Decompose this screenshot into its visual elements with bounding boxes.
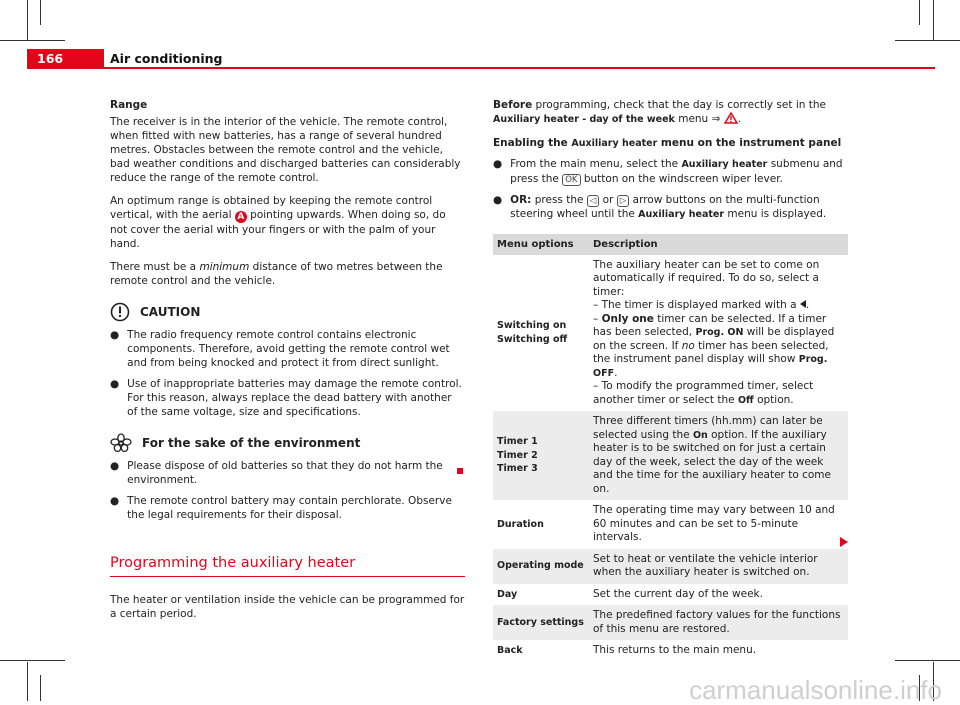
bullet-icon: ● [493, 158, 503, 170]
text: submenu and press the [510, 158, 843, 185]
section-title: Programming the auxiliary heater [110, 556, 465, 577]
timer-marker-icon [800, 300, 806, 308]
crop-mark [27, 662, 28, 701]
crop-mark [40, 675, 41, 701]
text: Prog. OFF [593, 354, 828, 379]
crop-mark [933, 0, 934, 40]
page-number: 166 [27, 49, 104, 68]
crop-mark [0, 40, 65, 41]
option-cell: Factory settings [493, 605, 589, 640]
text: menu on the instrument panel [657, 137, 842, 149]
text: The radio frequency remote control contains electronic components. Therefore, avoid getting the remote control wet and from being knocked and protect it from direct sunlight. [127, 329, 450, 369]
section-end-mark [457, 468, 463, 474]
text: Please dispose of old batteries so that they do not harm the environment. [127, 460, 443, 486]
emphasis: minimum [199, 261, 250, 273]
text: The auxiliary heater can be set to come on automatically if required. To do so, select a timer: [593, 258, 820, 298]
menu-options-table [493, 234, 848, 662]
option-cell: Operating mode [493, 549, 589, 584]
description-cell: The predefined factory values for the functions of this menu are restored. [589, 605, 848, 640]
caution-heading [110, 302, 465, 322]
text: Three different timers (hh.mm) can later be selected using the [593, 415, 823, 441]
description-cell: Set the current day of the week. [593, 587, 763, 600]
menu-name: Auxiliary heater [638, 209, 725, 220]
text: distance of two metres between the remote control and the vehicle. [110, 261, 443, 287]
text: – The timer is displayed marked with a [593, 299, 800, 311]
text: Auxiliary heater [571, 138, 658, 149]
bullet-icon: ● [110, 460, 120, 472]
text: Prog. ON [695, 327, 744, 338]
marker-a-icon: A [235, 211, 247, 223]
caution-item [110, 377, 465, 419]
text: Timer 1 [497, 436, 538, 448]
description-cell [589, 411, 848, 500]
text: option. If the auxiliary heater is to be switched on for just a certain day of the week, select the day of the week and the time for the auxiliary heater to come on. [593, 428, 831, 495]
text: Before [493, 99, 533, 111]
caution-item [110, 328, 465, 370]
crop-mark [919, 0, 920, 25]
range-paragraph-2 [110, 194, 465, 251]
column-header: Description [589, 234, 848, 255]
table-row [493, 640, 848, 662]
bullet-icon: ● [110, 329, 120, 341]
text: Off [737, 394, 754, 406]
text: pointing upwards. When doing so, do not cover the aerial with your fingers or with the palm of your hand. [110, 209, 446, 250]
option-cell [493, 411, 589, 500]
text: Timer 2 [497, 449, 538, 461]
text: will be displayed on the screen. If [593, 326, 835, 352]
option-cell: Back [497, 645, 523, 656]
text: arrow buttons on the multi-function steering wheel until the [510, 194, 820, 220]
text: Only one [601, 312, 654, 325]
text: Enabling the [493, 137, 572, 149]
environment-item [110, 494, 465, 522]
column-header: Menu options [493, 234, 589, 255]
crop-mark [895, 660, 960, 661]
crop-mark [40, 0, 41, 25]
ok-key-icon: OK [562, 174, 580, 186]
environment-heading [110, 433, 465, 453]
option-cell: Duration [497, 518, 544, 530]
right-column [493, 98, 848, 662]
table-header-row [493, 234, 848, 255]
text: An optimum range is obtained by keeping the remote control vertical, with the aerial [110, 195, 433, 221]
left-column [110, 98, 465, 630]
text: Switching off [497, 333, 568, 345]
description-cell: The operating time may vary between 10 and 60 minutes and can be set to 5-minute intervals. [593, 504, 835, 543]
bullet-icon: ● [493, 194, 503, 206]
description-cell: This returns to the main menu. [593, 644, 757, 656]
text: OR: [510, 194, 532, 206]
instruction-item [493, 157, 848, 186]
enabling-heading [493, 136, 848, 151]
instruction-item [493, 193, 848, 222]
environment-item [110, 459, 465, 487]
range-heading: Range [110, 99, 148, 111]
crop-mark [27, 0, 28, 40]
text: – [593, 312, 602, 325]
crop-mark [0, 660, 65, 661]
warning-triangle-icon [724, 112, 738, 124]
table-row [493, 500, 848, 549]
text: menu is displayed. [724, 208, 827, 220]
environment-flower-icon [110, 433, 132, 453]
menu-name: Auxiliary heater - day of the week [493, 114, 675, 125]
range-paragraph-1: The receiver is in the interior of the vehicle. The remote control, when fitted with new batteries, has a range of several hundred metres. Obstacles between the remote control and the vehicle, bad weather conditions and discharged batteries can considerably reduce the range of the remote control. [110, 116, 461, 184]
text: Timer 3 [497, 463, 538, 475]
text: . [614, 366, 618, 379]
text: On [692, 429, 708, 441]
caution-title: CAUTION [140, 305, 201, 319]
section-paragraph: The heater or ventilation inside the vehicle can be programmed for a certain period. [110, 594, 465, 620]
range-paragraph-3 [110, 260, 465, 288]
text: programming, check that the day is correctly set in the [532, 99, 826, 111]
left-arrow-key-icon: ◁ [587, 195, 600, 207]
page-title: Air conditioning [110, 51, 223, 66]
text: press the [531, 194, 587, 206]
text [510, 193, 848, 222]
menu-name: Auxiliary heater [681, 159, 768, 170]
text [510, 157, 848, 186]
text: option. [753, 393, 794, 406]
table-row [493, 411, 848, 500]
text: menu ⇒ [674, 113, 724, 125]
option-cell: Day [497, 588, 518, 600]
text: There must be a [110, 261, 200, 273]
crop-mark [895, 40, 960, 41]
description-cell: Set to heat or ventilate the vehicle interior when the auxiliary heater is switched on. [589, 549, 848, 584]
table-row [493, 584, 848, 606]
text: The remote control battery may contain perchlorate. Observe the legal requirements for their disposal. [127, 495, 452, 521]
header-rule [27, 67, 935, 69]
text: button on the windscreen wiper lever. [580, 173, 783, 185]
text: Switching on [497, 320, 567, 332]
text: or [599, 194, 617, 206]
caution-icon [110, 302, 130, 322]
text: From the main menu, select the [510, 158, 682, 170]
table-row [493, 549, 848, 584]
bullet-icon: ● [110, 378, 120, 390]
before-paragraph: Before programming, check that the day is correctly set in the Auxiliary heater - day of the week menu ⇒ . [493, 99, 826, 125]
right-arrow-key-icon: ▷ [617, 195, 630, 207]
text: timer has been selected, the instrument panel display will show [593, 339, 829, 365]
text: – To modify the programmed timer, select another timer or select the [593, 380, 814, 406]
bullet-icon: ● [110, 495, 120, 507]
table-row [493, 605, 848, 640]
environment-title: For the sake of the environment [142, 436, 361, 450]
option-cell [493, 255, 589, 412]
continue-arrow-icon [840, 537, 848, 547]
watermark: carmanualsonline.info [689, 675, 942, 705]
description-cell: The auxiliary heater can be set to come on automatically if required. To do so, select a timer: – The timer is displayed marked with a . – Only one timer can be selected. If a timer has been selected, Prog. ON will be displayed on the screen. If no timer has been selected, the instrument panel display will show Prog. OFF. – To modify the programmed timer, select another timer or select the Off option. [593, 258, 835, 406]
text: timer can be selected. If a timer has been selected, [593, 312, 827, 338]
text: no [681, 339, 695, 352]
table-row [493, 255, 848, 412]
text: Use of inappropriate batteries may damage the remote control. For this reason, always replace the dead battery with another of the same voltage, size and specifications. [127, 378, 462, 418]
